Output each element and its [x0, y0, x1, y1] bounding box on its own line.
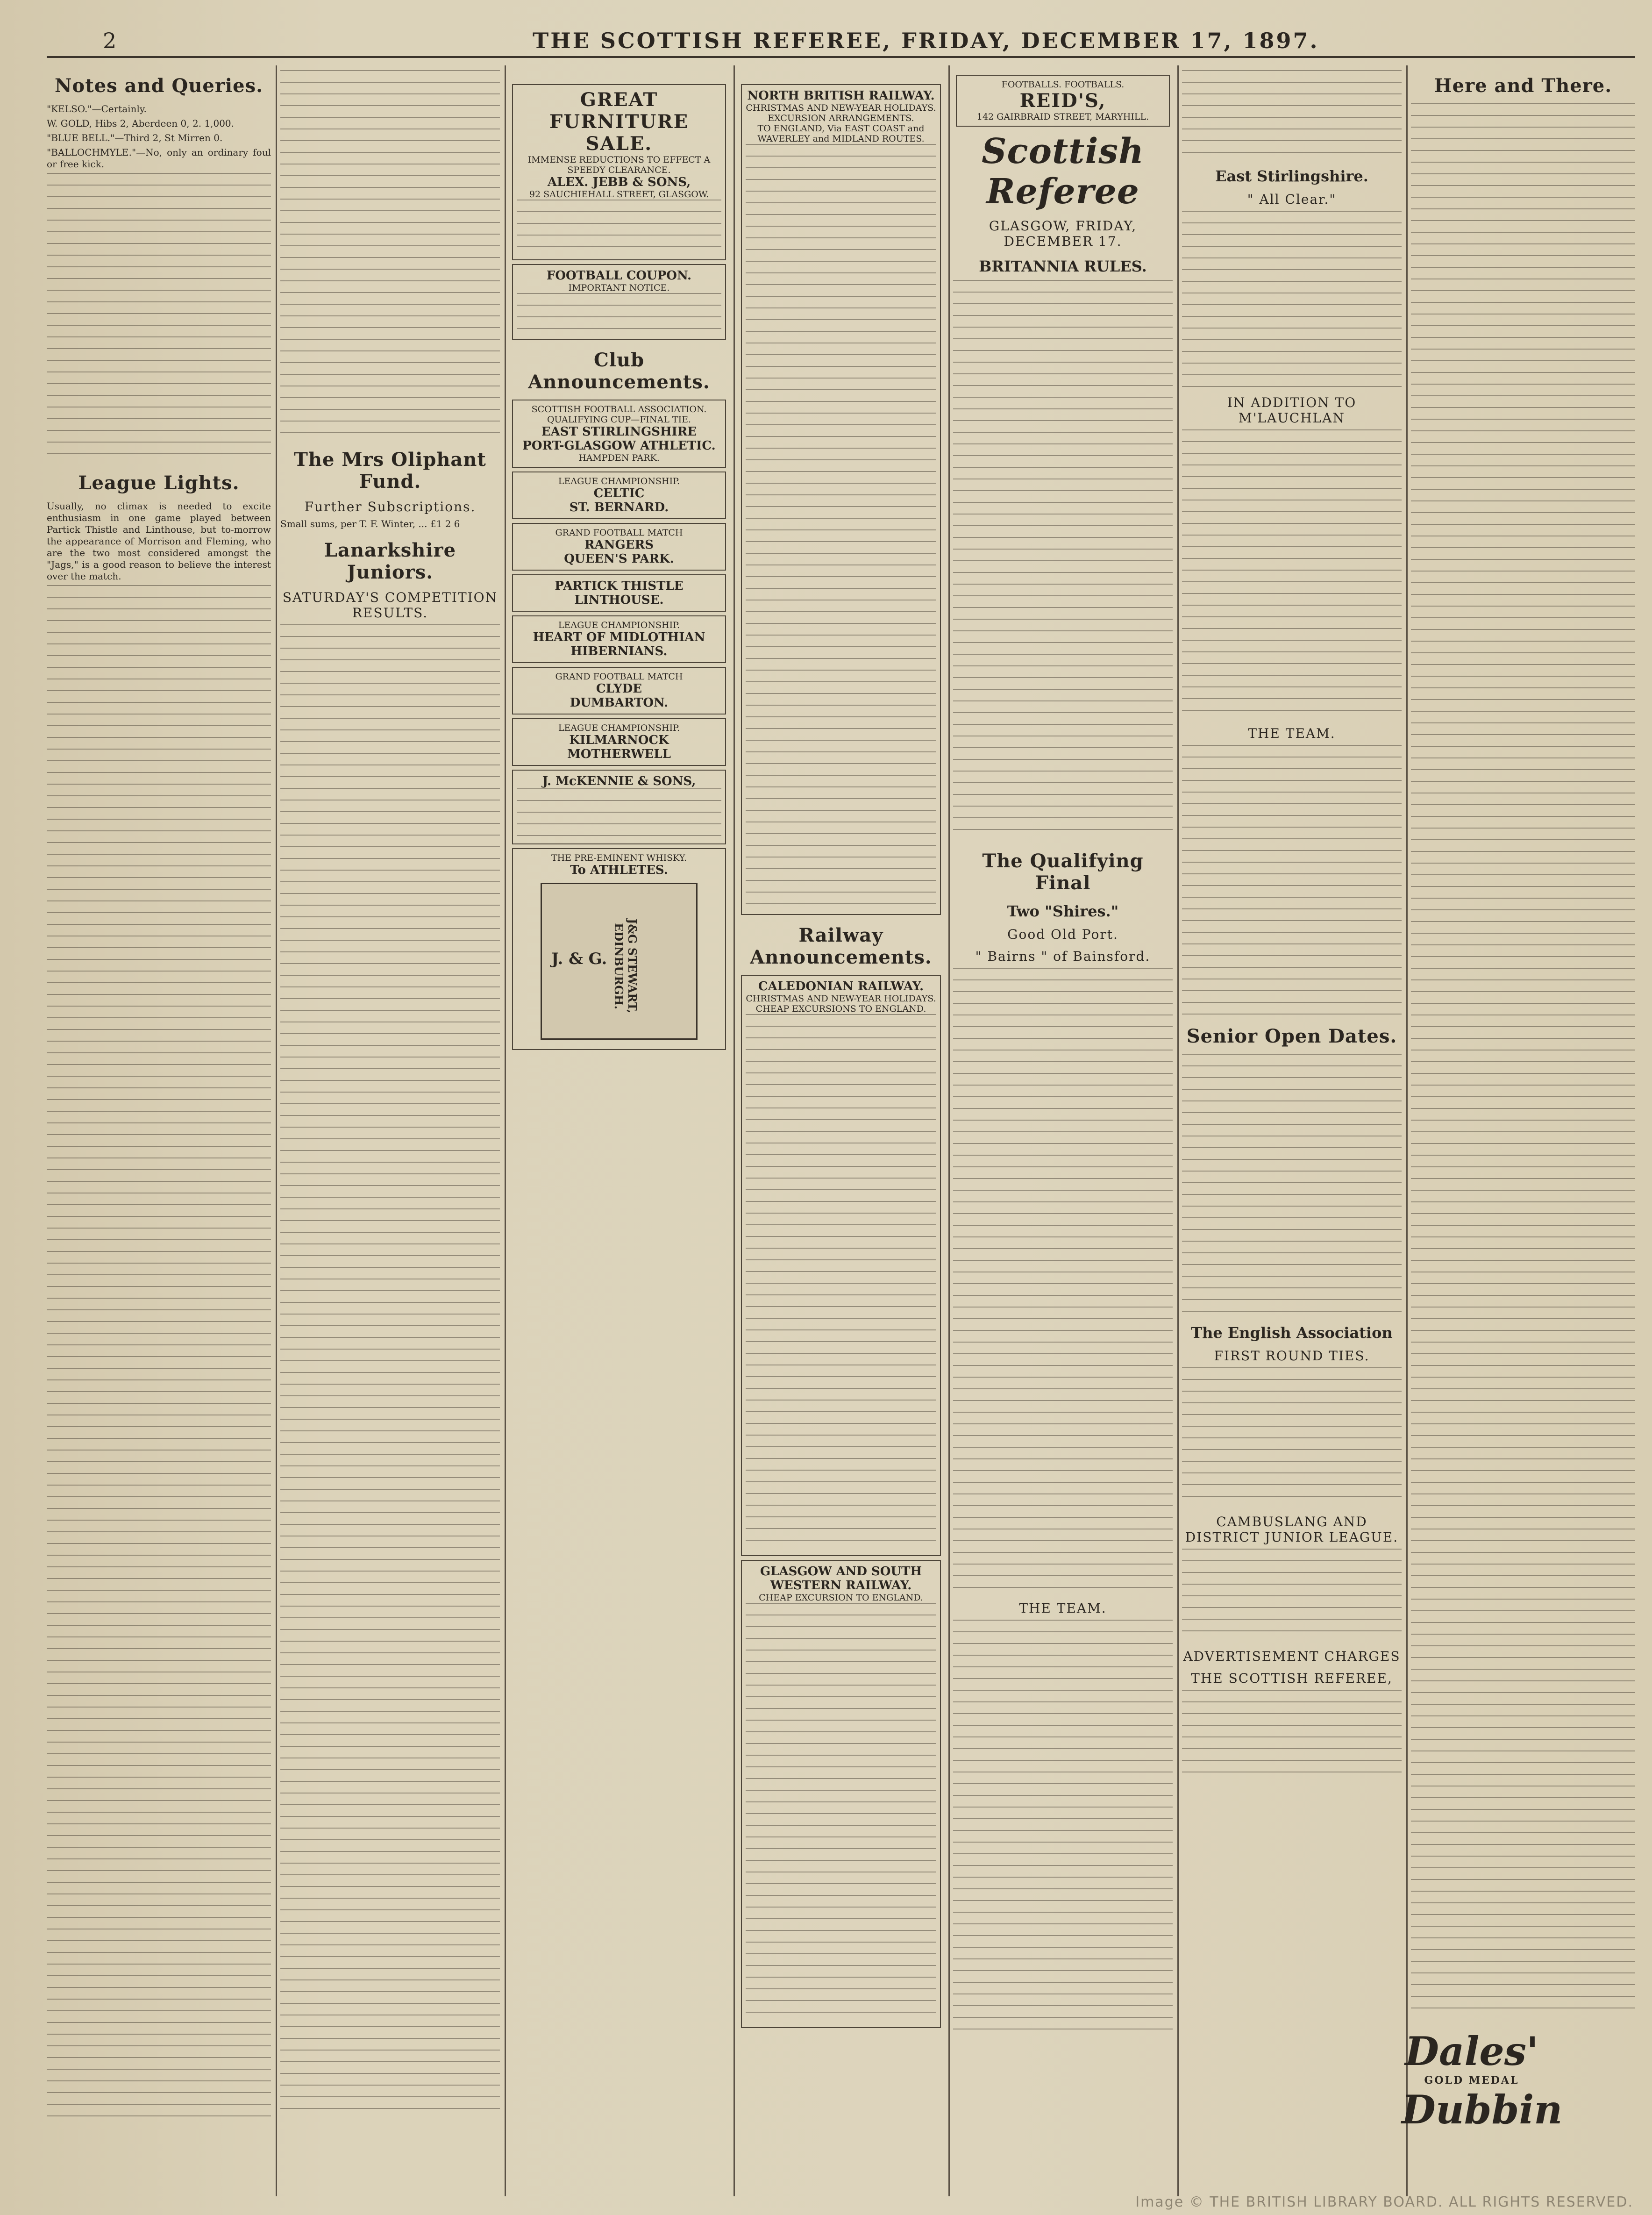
report-body-text — [280, 70, 500, 439]
column-rule — [276, 65, 277, 2196]
masthead-rule — [47, 56, 1635, 58]
whisky-to-athletes: To ATHLETES. — [570, 863, 668, 877]
column-rule — [1406, 65, 1408, 2196]
column-here-and-there — [1411, 65, 1635, 2196]
caledonian-body — [746, 1014, 936, 1551]
cup-tie: QUALIFYING CUP—FINAL TIE. — [547, 414, 691, 425]
competition: GRAND FOOTBALL MATCH — [555, 528, 683, 538]
gsw: GLASGOW AND SOUTH WESTERN RAILWAY. — [760, 1565, 922, 1593]
competition: LEAGUE CHAMPIONSHIP. — [558, 723, 680, 733]
lanarkshire-juniors-heading: Lanarkshire Juniors. — [324, 539, 456, 583]
qualifying-body — [953, 968, 1173, 1594]
team: HEART OF MIDLOTHIAN — [533, 630, 705, 644]
furniture-sale-ad — [512, 84, 726, 260]
whisky-ad — [512, 848, 726, 1050]
team: RANGERS — [584, 538, 654, 552]
britannia-body — [953, 280, 1173, 841]
notes-line: W. GOLD, Hibs 2, Aberdeen 0, 2. 1,000. — [47, 118, 235, 129]
dales-gold: GOLD MEDAL — [1424, 2074, 1519, 2086]
whisky-bottle-illustration — [541, 883, 698, 1040]
sale-address: 92 SAUCHIEHALL STREET, GLASGOW. — [529, 189, 709, 200]
dales-product: Dubbin — [1402, 2086, 1563, 2133]
image-credit: Image © THE BRITISH LIBRARY BOARD. ALL RIGHTS RESERVED. — [1135, 2194, 1633, 2210]
notes-heading: Notes and Queries. — [54, 75, 263, 97]
match-ad-1 — [512, 400, 726, 468]
nb-body — [746, 144, 936, 910]
team: DUMBARTON. — [570, 696, 669, 710]
team: MOTHERWELL — [567, 747, 671, 761]
england-route: TO ENGLAND, Via EAST COAST and WAVERLEY and MIDLAND ROUTES. — [757, 123, 925, 144]
match-ad-7 — [512, 718, 726, 766]
qualifying-final-heading: The Qualifying Final — [982, 850, 1144, 894]
team: QUEEN'S PARK. — [564, 552, 674, 566]
notes-line: "BALLOCHMYLE."—No, only an ordinary foul or free kick. — [47, 147, 271, 170]
league-intro: Usually, no climax is needed to excite enthusiasm in one game played between Partick Thistle and Linthouse, but to-morrow the appearance of Morrison and Fleming, who are the two most considered amongst the "Jags," is a good reason to believe the interest over the match. — [47, 500, 271, 582]
sale-sub: IMMENSE REDUCTIONS TO EFFECT A SPEEDY CLEARANCE. — [527, 155, 711, 175]
reids-address: 142 GAIRBRAID STREET, MARYHILL. — [976, 112, 1149, 122]
cheap-excursions: CHEAP EXCURSIONS TO ENGLAND. — [755, 1004, 926, 1014]
column-rule — [1177, 65, 1179, 2196]
whisky-jg: J. & G. — [551, 950, 607, 968]
all-clear: " All Clear." — [1247, 192, 1337, 207]
column-rule — [948, 65, 950, 2196]
column-advertisements — [509, 65, 729, 2196]
whisky-brand: J&G STEWART, EDINBURGH. — [612, 918, 639, 1014]
team: LINTHOUSE. — [574, 593, 664, 607]
east-stirling-body — [1182, 211, 1402, 388]
competition: LEAGUE CHAMPIONSHIP. — [558, 476, 680, 486]
match-ad-4 — [512, 574, 726, 612]
dales-name: Dales' — [1405, 2028, 1538, 2074]
open-dates-body — [1182, 1054, 1402, 1315]
first-round-body — [1182, 1367, 1402, 1508]
coupon-ad — [512, 264, 726, 340]
preceding-text — [1182, 70, 1402, 159]
cambuslang-heading: CAMBUSLANG AND DISTRICT JUNIOR LEAGUE. — [1185, 1514, 1399, 1545]
footballs: FOOTBALLS. FOOTBALLS. — [1001, 79, 1125, 90]
sale-firm: ALEX. JEBB & SONS, — [547, 175, 691, 189]
whisky-heading: THE PRE-EMINENT WHISKY. — [551, 853, 687, 863]
advertisement-charges: ADVERTISEMENT CHARGES — [1183, 1649, 1401, 1664]
dales-dubbin-ad — [1402, 2028, 1563, 2140]
coupon-body — [517, 293, 721, 335]
team: CLYDE — [596, 682, 642, 696]
team: PORT-GLASGOW ATHLETIC. — [522, 439, 716, 453]
sale-heading: GREAT FURNITURE SALE. — [549, 89, 689, 155]
english-association-heading: The English Association — [1191, 1324, 1393, 1342]
north-british-ad — [741, 84, 941, 915]
masthead — [28, 23, 1635, 56]
coupon-heading: FOOTBALL COUPON. — [546, 269, 692, 283]
team: PARTICK THISTLE — [555, 579, 684, 593]
column-rule — [505, 65, 506, 2196]
team-body — [1182, 745, 1402, 1016]
here-and-there-heading: Here and There. — [1434, 75, 1612, 97]
firm-name: J. McKENNIE & SONS, — [542, 774, 696, 788]
team-heading: THE TEAM. — [1019, 1601, 1107, 1616]
nb-sub: CHRISTMAS AND NEW-YEAR HOLIDAYS. — [746, 103, 936, 113]
sale-body — [517, 200, 721, 256]
reids-ad — [956, 75, 1170, 127]
reids: REID'S, — [1019, 90, 1106, 112]
match-ad-5 — [512, 615, 726, 663]
team: HIBERNIANS. — [570, 644, 668, 658]
qualifying-sub: Two "Shires." — [1007, 902, 1119, 920]
scottish-referee-logo: Scottish Referee — [982, 131, 1144, 212]
team-heading: THE TEAM. — [1248, 726, 1336, 741]
team: ST. BERNARD. — [569, 500, 669, 514]
caledonian-ad — [741, 975, 941, 1556]
association: SCOTTISH FOOTBALL ASSOCIATION. — [531, 404, 707, 414]
juniors-body — [280, 624, 500, 2120]
oliphant-fund-heading: The Mrs Oliphant Fund. — [294, 449, 486, 493]
notes-line: "KELSO."—Certainly. — [47, 103, 147, 114]
charges-body — [1182, 1690, 1402, 1783]
east-stirlingshire-heading: East Stirlingshire. — [1215, 167, 1368, 185]
oliphant-fund-sub: Further Subscriptions. — [304, 499, 476, 514]
nb-railway: NORTH BRITISH RAILWAY. — [747, 89, 935, 103]
mckennie-body — [517, 788, 721, 840]
excursion: EXCURSION ARRANGEMENTS. — [768, 113, 914, 123]
team: EAST STIRLINGSHIRE — [541, 425, 697, 439]
ground: HAMPDEN PARK. — [578, 453, 660, 463]
team: KILMARNOCK — [569, 733, 669, 747]
column-east-stirling — [1182, 65, 1402, 2196]
juniors-sub: SATURDAY'S COMPETITION RESULTS. — [282, 590, 498, 621]
mclauchlan-body — [1182, 429, 1402, 719]
first-round-ties: FIRST ROUND TIES. — [1214, 1348, 1370, 1364]
club-announcements-heading: Club Announcements. — [528, 349, 710, 393]
column-railway — [738, 65, 944, 2196]
column-rule — [733, 65, 735, 2196]
competition: LEAGUE CHAMPIONSHIP. — [558, 620, 680, 630]
britannia-rules-heading: BRITANNIA RULES. — [979, 257, 1147, 275]
match-ad-6 — [512, 667, 726, 715]
competition: GRAND FOOTBALL MATCH — [555, 672, 683, 682]
team: CELTIC — [593, 486, 645, 500]
mckennie-ad — [512, 770, 726, 844]
notes-line: "BLUE BELL."—Third 2, St Mirren 0. — [47, 132, 223, 143]
dateline: GLASGOW, FRIDAY, DECEMBER 17. — [989, 218, 1137, 249]
railway-announcements-heading: Railway Announcements. — [750, 924, 932, 968]
oliphant-fund-line: Small sums, per T. F. Winter, ... £1 2 6 — [280, 518, 460, 529]
coupon-sub: IMPORTANT NOTICE. — [568, 283, 670, 293]
senior-open-dates-heading: Senior Open Dates. — [1186, 1025, 1397, 1047]
column-match-reports — [280, 65, 500, 2196]
notes-body-text — [47, 173, 271, 463]
match-ad-3 — [512, 523, 726, 571]
gsw-sub: CHEAP EXCURSION TO ENGLAND. — [759, 1593, 923, 1603]
team-body — [953, 1620, 1173, 2040]
column-notes-queries — [47, 65, 271, 2196]
here-there-body — [1411, 103, 1635, 2019]
caledonian: CALEDONIAN RAILWAY. — [758, 979, 924, 993]
good-old-port: Good Old Port. — [1007, 927, 1118, 942]
league-lights-heading: League Lights. — [78, 472, 240, 494]
caledonian-sub: CHRISTMAS AND NEW-YEAR HOLIDAYS. — [746, 993, 936, 1004]
league-lights-body — [47, 585, 271, 2127]
match-ad-2 — [512, 472, 726, 519]
gsw-body — [746, 1603, 936, 2023]
mclauchlan: IN ADDITION TO M'LAUCHLAN — [1227, 395, 1357, 426]
cambuslang-body — [1182, 1549, 1402, 1642]
column-editorial — [953, 65, 1173, 2196]
referee-line: THE SCOTTISH REFEREE, — [1191, 1671, 1393, 1686]
newspaper-title: THE SCOTTISH REFEREE, FRIDAY, DECEMBER 17, 1897. — [533, 28, 1319, 53]
page-number: 2 — [103, 28, 119, 53]
gsw-ad — [741, 1560, 941, 2028]
bairns-of-bainsford: " Bairns " of Bainsford. — [975, 949, 1151, 964]
